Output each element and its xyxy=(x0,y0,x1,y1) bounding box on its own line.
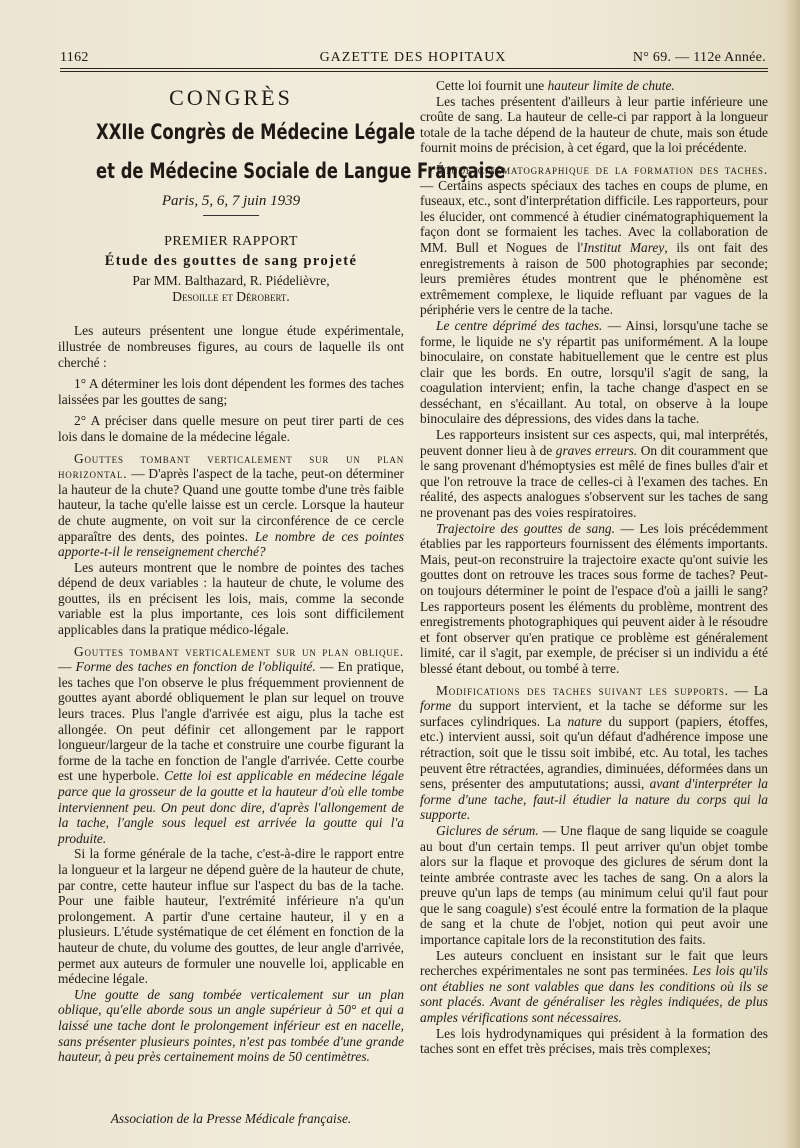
authors xyxy=(58,273,404,305)
paragraph-law: Une goutte de sang tombée verticalement sur un plan oblique, qu'elle aborde sous un angle supérieur à 50° et qui a laissé une tache dont le prolongement inférieur est en nacelle, sans présenter plusieurs pointes, n'est pas tombée d'une grande hauteur, à peu près certainement moins de 50 centimètres. xyxy=(58,986,404,1065)
authors-line2: Desoille et Dérobert. xyxy=(172,289,290,305)
subheading: Modifications des taches suivant les supports. xyxy=(436,682,729,698)
header-rule-bottom xyxy=(60,71,768,72)
report-title: Étude des gouttes de sang projeté xyxy=(104,252,358,269)
place-date: Paris, 5, 6, 7 juin 1939 xyxy=(161,192,301,209)
page-header xyxy=(60,46,766,68)
page-edge-shadow xyxy=(782,0,800,1148)
subheading: Gouttes tombant verticalement sur un plan horizontal. xyxy=(58,450,404,482)
paragraph-cinematographic: Étude cinématographique de la formation des taches. — Certains aspects spéciaux des taches en coups de plume, en fuseaux, etc., sont d'interprétation difficile. Les rapporteurs, pour les élucider, ont commencé à étudier cinématographiquement la façon dont se formaient les taches. Avec la collaboration de MM. Bull et Nogues de l'Institut Marey, ils ont fait des enregistrements à raison de 500 photographies par seconde; leurs premières études montrent que le phénomène est extrêmement complexe, le liquide refluant par vagues de la périphérie vers le centre de la tache. xyxy=(420,161,769,318)
paragraph-limit: Cette loi fournit une hauteur limite de chute. xyxy=(436,78,675,93)
left-column xyxy=(58,78,506,1126)
paragraph-vertical-horizontal: Gouttes tombant verticalement sur un plan horizontal. — D'après l'aspect de la tache, peut-on déterminer la hauteur de la chute? Quand une goutte tombe d'une très faible hauteur, la tache qu'elle laisse est un cercle. Lorsque la hauteur de chute augmente, on voit sur la circonférence de ce cercle apparaître des dents, des pointes. Le nombre de ces pointes apporte-t-il le renseignement cherché? xyxy=(58,450,404,560)
association-credit: Association de la Presse Médicale française. xyxy=(110,1110,352,1126)
header-rule-top xyxy=(60,68,768,69)
authors-line1: Par MM. Balthazard, R. Piédelièvre, xyxy=(132,273,330,289)
separator-rule xyxy=(203,215,259,216)
paragraph-supports: Modifications des taches suivant les supports. — La forme du support intervient, et la tache se déforme sur les surfaces cylindriques. La nature du support (papiers, étoffes, etc.) intervient aussi, soit qu'un défaut d'adhérence impose une rétraction, soit que le tissu soit imbibé, etc. Au total, les taches peuvent être rétractées, agrandies, diminuées, déformées dans un sens, présenter des ampututations; aussi, avant d'interpréter la forme d'une tache, faut-il étudier la nature du corps qui la supporte. xyxy=(420,682,769,823)
right-column xyxy=(420,78,768,1057)
paragraph-height-influence: Si la forme générale de la tache, c'est-à-dire le rapport entre la longueur et la largeur ne dépend guère de la hauteur de chute, par contre, cette hauteur influe sur l'aspect du bas de la tache. Pour une faible hauteur, l'extrémité inférieure n'a qu'un prolongement. A partir d'une certaine hauteur, il y en a plusieurs. L'étude systématique de cet élément en fonction de la hauteur de chute, du volume des gouttes, de leur angle d'arrivée, permet aux auteurs de formuler une nouvelle loi, applicable en médecine légale. xyxy=(58,846,404,987)
paragraph-errors: Les rapporteurs insistent sur ces aspects, qui, mal interprétés, peuvent donner lieu à de graves erreurs. On dit couramment que le sang provenant d'hémoptysies est mêlé de fines bulles d'air et que l'on retrouve la trace de celles-ci à l'examen des taches. En réalité, des aspects analogues s'observent sur les taches de sang ne provenant pas des voies respiratoires. xyxy=(420,427,769,521)
subheading: Gouttes tombant verticalement sur un plan oblique. xyxy=(74,643,404,659)
paragraph-conclusion: Les auteurs concluent en insistant sur le fait que leurs recherches expérimentales ne sont pas terminées. Les lois qu'ils ont établies ne sont valables que dans les conditions où ils se sont placés. Avant de généraliser les règles indiquées, de plus amples vérifications sont nécessaires. xyxy=(420,947,768,1026)
paragraph-hydrodynamic: Les lois hydrodynamiques qui président à la formation des taches sont en effet très précises, mais très complexes; xyxy=(420,1025,768,1057)
paragraph-points: Les auteurs montrent que le nombre de pointes des taches dépend de deux variables : la hauteur de chute, le volume des gouttes, ils en précisent les lois, mais, comme la seconde variable est la plus importante, ces lois sont difficilement applicables dans la pratique médico-légale. xyxy=(58,559,404,638)
paragraph-aim-1: 1° A déterminer les lois dont dépendent les formes des taches laissées par les gouttes de sang; xyxy=(58,376,404,407)
report-label: PREMIER RAPPORT xyxy=(164,234,298,250)
paragraph-aim-2: 2° A préciser dans quelle mesure on peut tirer parti de ces lois dans le domaine de la médecine légale. xyxy=(58,413,404,444)
paragraph-trajectory: Trajectoire des gouttes de sang. — Les lois précédemment établies par les rapporteurs fournissent des éléments importants. Mais, peut-on reconstruire la trajectoire exacte qu'ont suivie les gouttes dont on retrouve les traces sous forme de taches? Peut-on toujours déterminer le point de l'espace d'où a jailli le sang? Les rapporteurs posent les éléments du problème, montrent des enregistrements photographiques qui peuvent aider à le résoudre et font observer qu'en pratique ce problème est généralement limité, car il s'agit, par exemple, de préciser si un individu a été blessé étant debout, ou tombé à terre. xyxy=(420,520,768,676)
journal-title: GAZETTE DES HOPITAUX xyxy=(319,50,507,65)
page-number: 1162 xyxy=(60,50,89,65)
paragraph-intro: Les auteurs présentent une longue étude expérimentale, illustrée de nombreuses figures, au cours de laquelle ils ont cherché : xyxy=(58,323,404,370)
paragraph-vertical-oblique: Gouttes tombant verticalement sur un plan oblique. — Forme des taches en fonction de l'obliquité. — En pratique, les taches que l'on observe le plus fréquemment proviennent de gouttes ayant abordé obliquement le plan sur lequel on trouve leurs traces. Plus l'angle d'arrivée est aigu, plus la tache est allongée. On peut définir cet allongement par le rapport longueur/largeur de la tache et construire une courbe figurant la forme de la tache en fonction de l'angle d'arrivée. Cette courbe est une hyperbole. Cette loi est applicable en médecine légale parce que la grosseur de la goutte et la hauteur d'où elle tombe interviennent peu. On peut donc dire, d'après l'allongement de la tache, l'angle sous lequel est arrivée la goutte qui l'a produite. xyxy=(58,643,404,846)
subheading: Étude cinématographique de la formation des taches. xyxy=(436,161,768,177)
paragraph-crust: Les taches présentent d'ailleurs à leur partie inférieure une croûte de sang. La hauteur de celle-ci par rapport à la longueur totale de la tache dépend de la hauteur de chute, mais son étude fournit moins de précision, à cet égard, que la loi précédente. xyxy=(420,93,768,156)
congress-title-line2: et de Médecine Sociale de Langue Française xyxy=(96,158,506,183)
section-title: CONGRÈS xyxy=(169,85,293,110)
issue-number: N° 69. — 112e Année. xyxy=(632,50,766,65)
paragraph-serum: Giclures de sérum. — Une flaque de sang liquide se coagule au bout d'un certain temps. Il peut arriver qu'un objet tombe alors sur la flaque et provoque des giclures de sérum dont la teinte ambrée contraste avec les taches de sang. On a alors la preuve qu'un laps de temps (au minimum celui qu'il faut pour que le sang coagule) s'est écoulé entre la formation de la plaque de sang et la chute de l'objet, notion qui peut avoir une importance capitale lors de la reconstitution des faits. xyxy=(420,822,768,948)
paragraph-center: Le centre déprimé des taches. — Ainsi, lorsqu'une tache se forme, le liquide ne s'y répartit pas uniformément. A la loupe binoculaire, on constate habituellement que le centre est plus clair que les bords. En outre, lorsqu'il s'agit de sang, la coagulation intervient; enfin, la tache change d'aspect en se desséchant, en s'écaillant. Au total, on observe à la loupe binoculaire des dépressions, des vides dans la tache. xyxy=(420,317,768,427)
congress-title-line1: XXIIe Congrès de Médecine Légale xyxy=(96,119,416,144)
